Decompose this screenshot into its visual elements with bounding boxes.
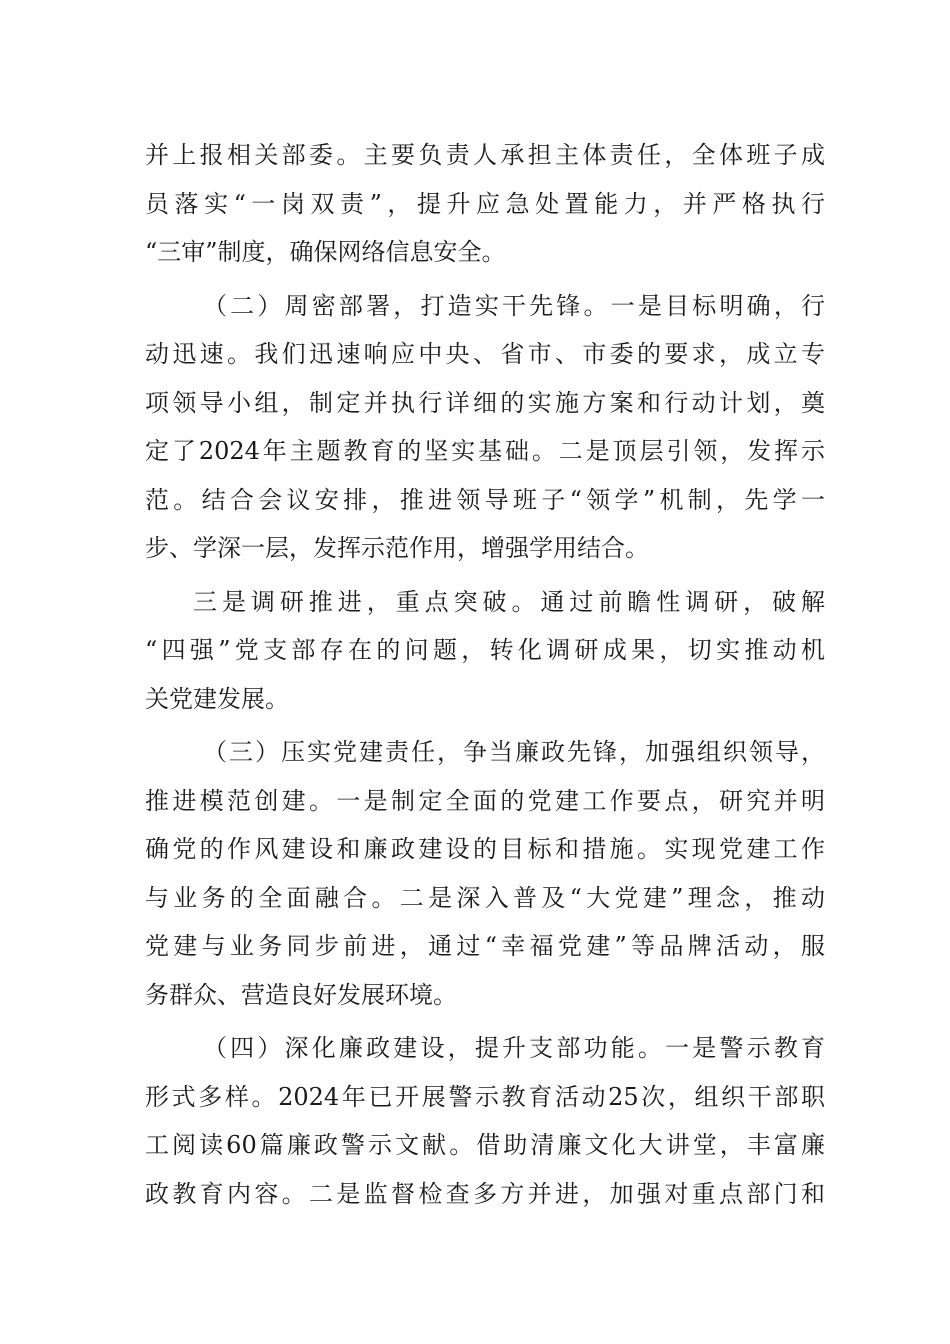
text-line: 动迅速。我们迅速响应中央、省市、市委的要求，成立专 — [145, 340, 825, 368]
text-line: 范。结合会议安排，推进领导班子“领学”机制，先学一 — [145, 485, 825, 514]
text-line: 关党建发展。 — [145, 684, 289, 713]
paragraph-5 — [145, 1024, 825, 1218]
text-line: 员落实“一岗双责”，提升应急处置能力，并严格执行 — [145, 189, 825, 218]
text-line: “三审”制度，确保网络信息安全。 — [145, 238, 506, 266]
text-line: 三是调研推进，重点突破。通过前瞻性调研，破解 — [193, 587, 825, 616]
text-line: 形式多样。2024年已开展警示教育活动25次，组织干部职 — [145, 1082, 825, 1111]
text-line: 务群众、营造良好发展环境。 — [145, 980, 457, 1009]
paragraph-3 — [145, 578, 825, 724]
text-line: 并上报相关部委。主要负责人承担主体责任，全体班子成 — [145, 141, 825, 169]
paragraph-2 — [145, 282, 825, 573]
paragraph-1 — [145, 131, 825, 277]
text-line: 党建与业务同步前进，通过“幸福党建”等品牌活动，服 — [145, 932, 825, 960]
text-line: （二）周密部署，打造实干先锋。一是目标明确，行 — [203, 291, 825, 320]
paragraph-4 — [145, 728, 825, 1019]
text-line: （三）压实党建责任，争当廉政先锋，加强组织领导， — [203, 738, 825, 766]
text-line: （四）深化廉政建设，提升支部功能。一是警示教育 — [203, 1034, 825, 1062]
text-line: 工阅读60篇廉政警示文献。借助清廉文化大讲堂，丰富廉 — [145, 1131, 825, 1159]
text-line: 推进模范创建。一是制定全面的党建工作要点，研究并明 — [145, 786, 825, 815]
text-line: “四强”党支部存在的问题，转化调研成果，切实推动机 — [145, 636, 825, 664]
text-line: 定了2024年主题教育的坚实基础。二是顶层引领，发挥示 — [145, 437, 825, 465]
document-body — [145, 131, 825, 1218]
text-line: 政教育内容。二是监督检查多方并进，加强对重点部门和 — [145, 1179, 825, 1208]
text-line: 步、学深一层，发挥示范作用，增强学用结合。 — [145, 534, 649, 562]
text-line: 项领导小组，制定并执行详细的实施方案和行动计划，奠 — [145, 388, 825, 417]
text-line: 与业务的全面融合。二是深入普及“大党建”理念，推动 — [145, 883, 825, 912]
text-line: 确党的作风建设和廉政建设的目标和措施。实现党建工作 — [145, 835, 825, 863]
